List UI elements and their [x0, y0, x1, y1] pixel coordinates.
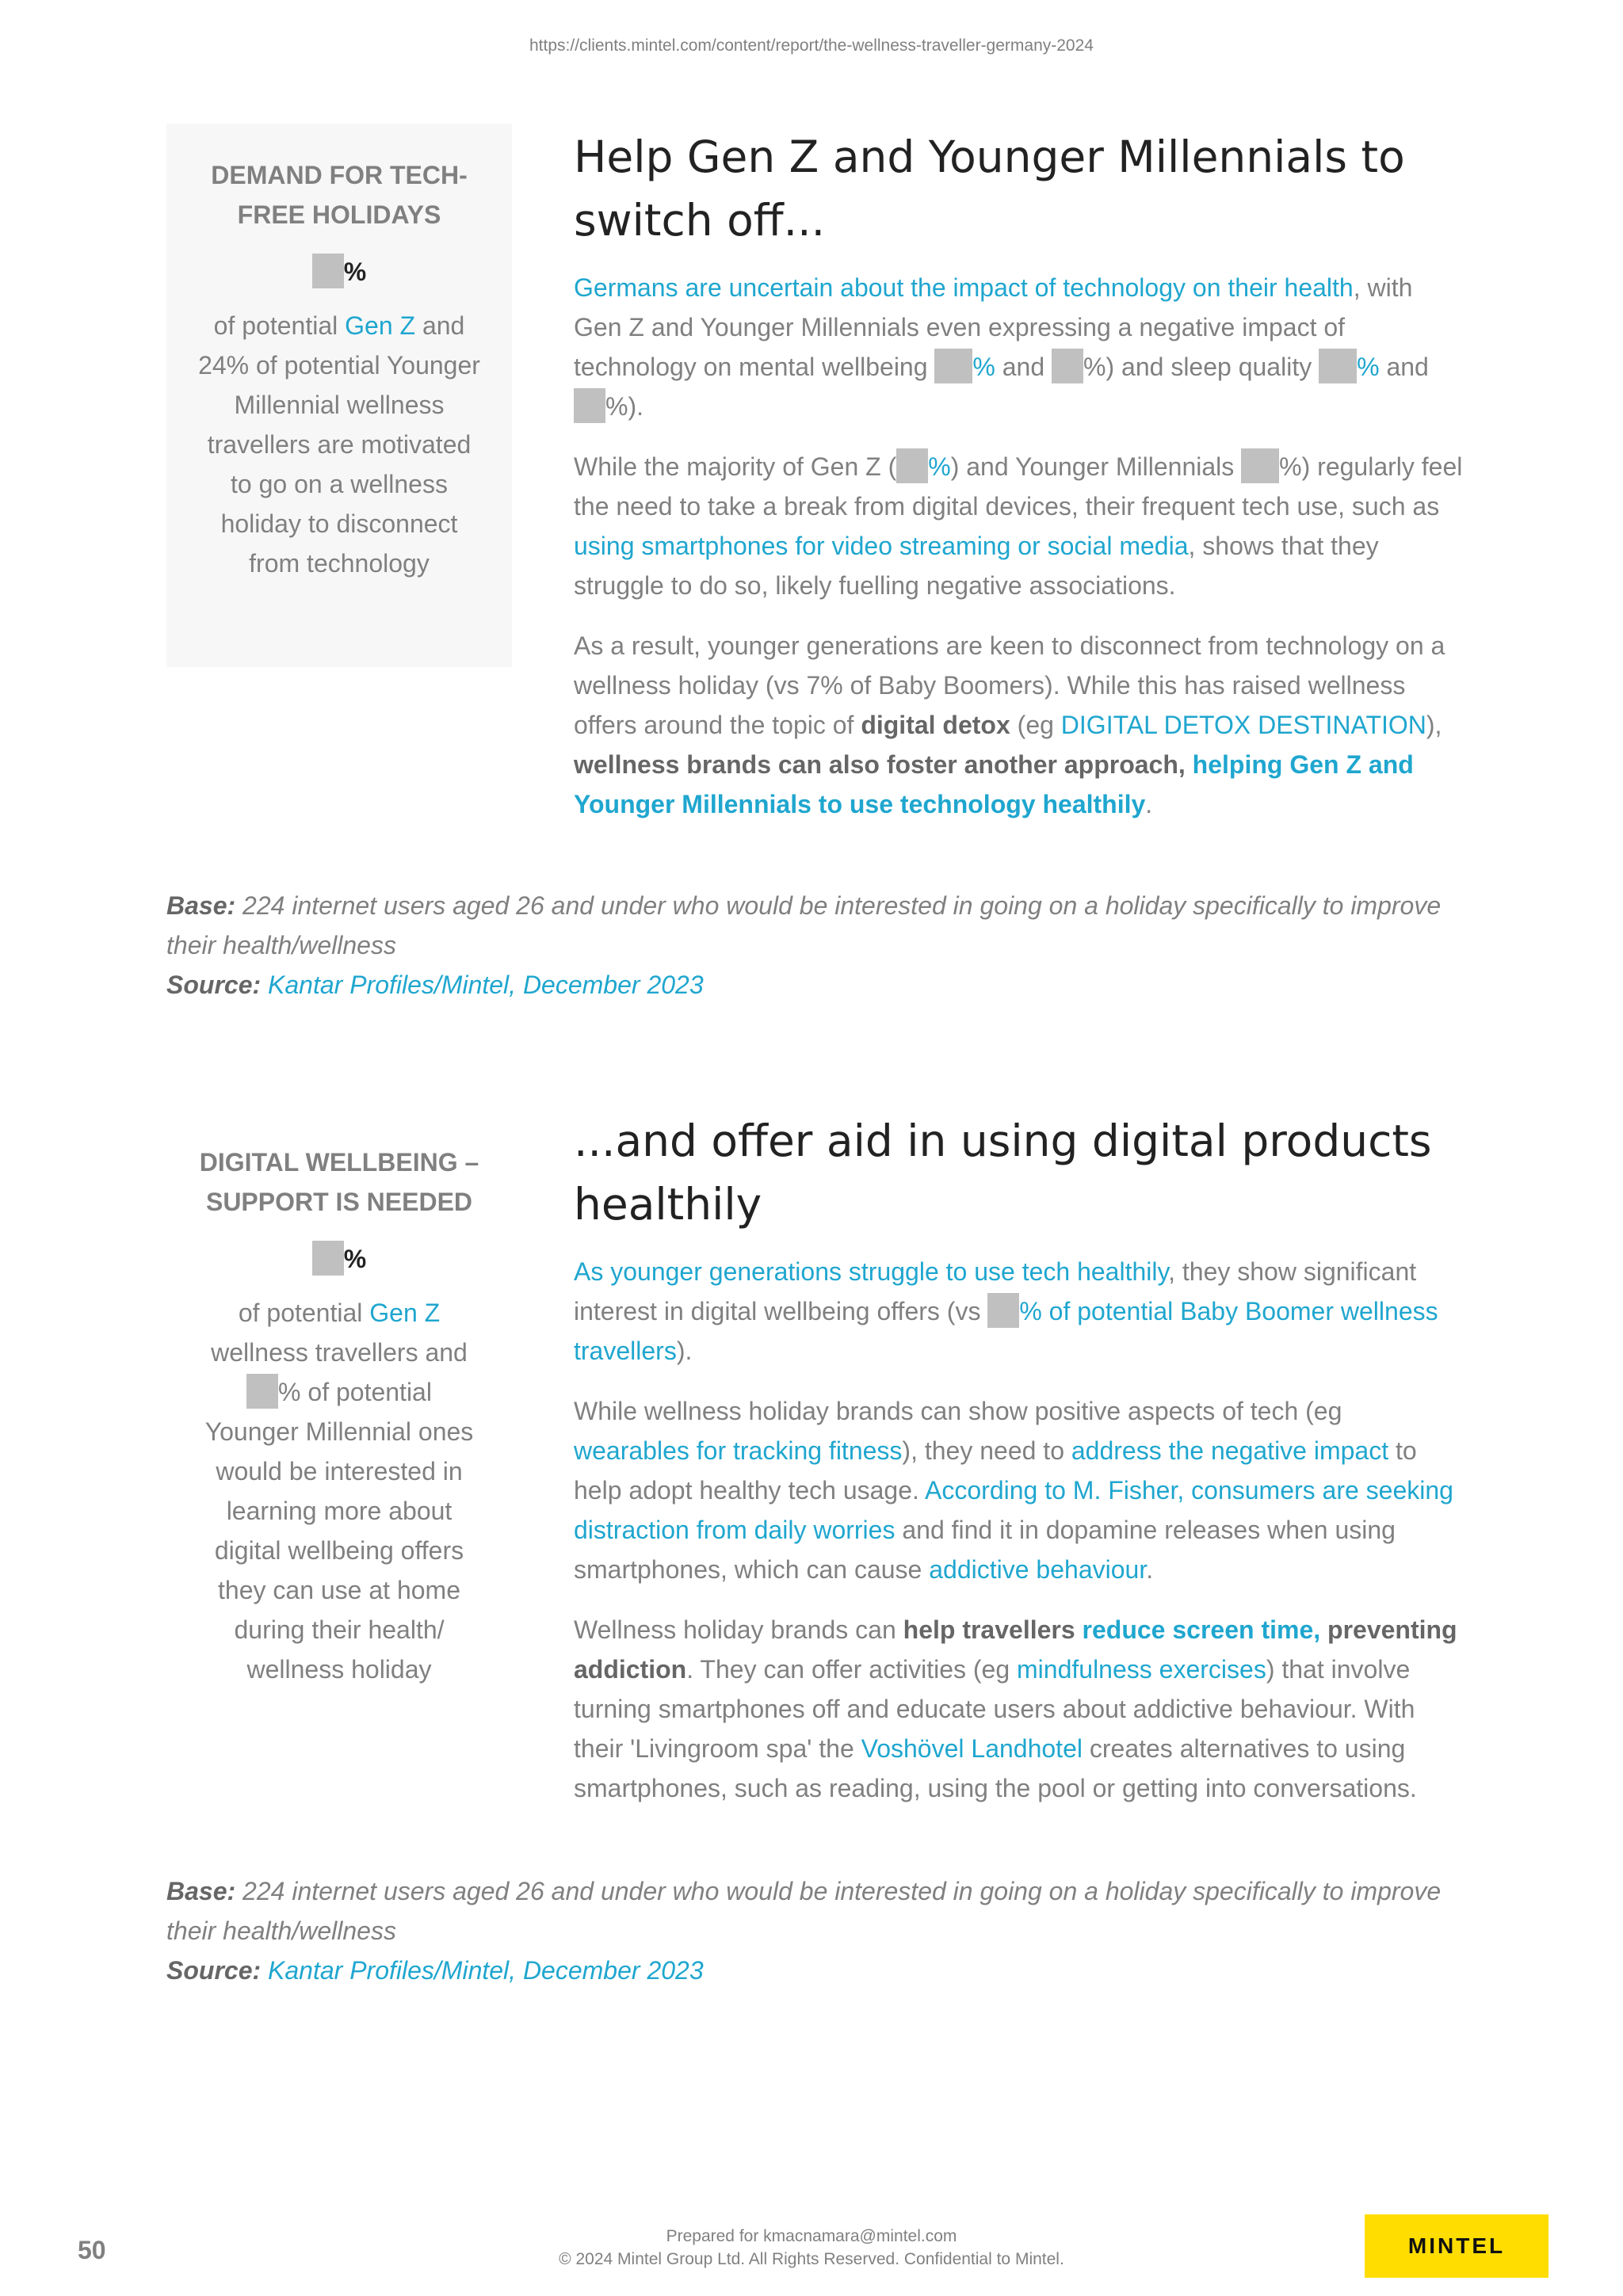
footer-text: Prepared for kmacnamara@mintel.com © 2024 Mintel Group Ltd. All Rights Reserved. Confidential to Mintel.	[559, 2227, 1064, 2268]
page-url: https://clients.mintel.com/content/report/the-wellness-traveller-germany-2024	[529, 36, 1094, 55]
link[interactable]: addictive behaviour	[929, 1555, 1147, 1584]
base-source-note: Base: 224 internet users aged 26 and under who would be interested in going on a holiday specifically to improve their health/wellness Source: Kantar Profiles/Mintel, December 2023	[166, 891, 1442, 999]
link[interactable]: DIGITAL DETOX DESTINATION	[1060, 711, 1426, 739]
page-number: 50	[78, 2236, 106, 2264]
stat-box-title: DEMAND FOR TECH-FREE HOLIDAYS	[211, 161, 468, 229]
paragraph: As a result, younger generations are keen to disconnect from technology on a wellness holiday (vs 7% of Baby Boomers). While this has raised wellness offers around the topic of digital detox (eg DIGITAL DETOX DESTINATION), wellness brands can also foster another approach, helping Gen Z and Younger Millennials to use technology healthily.	[574, 631, 1445, 818]
section-2-heading: ...and offer aid in using digital products healthily	[574, 1116, 1432, 1230]
link[interactable]: helping Gen Z and Younger Millennials to use technology healthily	[574, 750, 1414, 818]
stat-description: of potential Gen Z and 24% of potential Younger Millennial wellness travellers are motivated to go on a wellness holiday to disconnect from technology	[198, 311, 480, 578]
section-1-heading: Help Gen Z and Younger Millennials to switch off...	[574, 132, 1405, 246]
mintel-logo: MINTEL	[1365, 2214, 1549, 2278]
paragraph: Wellness holiday brands can help travellers reduce screen time, preventing addiction. They can offer activities (eg mindfulness exercises) that involve turning smartphones off and educate users about addictive behaviour. With their 'Livingroom spa' the Voshövel Landhotel creates alternatives to using smartphones, such as reading, using the pool or getting into conversations.	[574, 1615, 1457, 1802]
redacted-value	[574, 388, 605, 423]
stat-value: %	[198, 252, 480, 292]
redacted-value	[1319, 349, 1357, 383]
link[interactable]: According to M. Fisher, consumers are seeking distraction from daily worries	[574, 1476, 1453, 1544]
stat-box-title: DIGITAL WELLBEING – SUPPORT IS NEEDED	[199, 1148, 479, 1216]
stat-box-digital-wellbeing	[166, 1135, 512, 1689]
link[interactable]: Voshövel Landhotel	[861, 1734, 1083, 1763]
redacted-value	[312, 254, 344, 288]
stat-box-tech-free	[166, 124, 512, 667]
link[interactable]: reduce screen time,	[1082, 1615, 1321, 1644]
stat-description: of potential Gen Z wellness travellers and % of potential Younger Millennial ones would be interested in learning more about digital wellbeing offers they can use at home during their health/ wellness holiday	[204, 1299, 474, 1684]
redacted-value	[934, 349, 972, 383]
redacted-value	[896, 448, 928, 483]
link[interactable]: As younger generations struggle to use tech healthily	[574, 1257, 1169, 1286]
redacted-value	[1241, 448, 1279, 483]
paragraph: As younger generations struggle to use tech healthily, they show significant interest in digital wellbeing offers (vs % of potential Baby Boomer wellness travellers).	[574, 1257, 1438, 1365]
source-link[interactable]: Kantar Profiles/Mintel, December 2023	[268, 1956, 704, 1985]
stat-value: %	[198, 1239, 480, 1279]
gen-z-link[interactable]: Gen Z	[345, 311, 416, 340]
base-source-note: Base: 224 internet users aged 26 and under who would be interested in going on a holiday specifically to improve their health/wellness Source: Kantar Profiles/Mintel, December 2023	[166, 1877, 1442, 1985]
paragraph: While wellness holiday brands can show positive aspects of tech (eg wearables for tracking fitness), they need to address the negative impact to help adopt healthy tech usage. According to M. Fisher, consumers are seeking distraction from daily worries and find it in dopamine releases when using smartphones, which can cause addictive behaviour.	[574, 1397, 1453, 1584]
section-1-body	[574, 125, 1463, 845]
redacted-value	[987, 1293, 1019, 1328]
link[interactable]: wearables for tracking fitness	[574, 1436, 903, 1465]
gen-z-link[interactable]: Gen Z	[369, 1299, 441, 1327]
redacted-value	[246, 1374, 278, 1409]
paragraph: While the majority of Gen Z ( %) and Younger Millennials %) regularly feel the need to take a break from digital devices, their frequent tech use, such as using smartphones for video streaming or social media, shows that they struggle to do so, likely fuelling negative associations.	[574, 447, 1463, 605]
link[interactable]: % of potential Baby Boomer wellness travellers	[574, 1297, 1438, 1365]
link[interactable]: Germans are uncertain about the impact of technology on their health	[574, 273, 1354, 302]
redacted-value	[312, 1241, 344, 1276]
source-link[interactable]: Kantar Profiles/Mintel, December 2023	[268, 971, 704, 999]
link[interactable]: mindfulness exercises	[1017, 1655, 1266, 1684]
redacted-value	[1052, 349, 1083, 383]
link[interactable]: address the negative impact	[1071, 1436, 1389, 1465]
link[interactable]: using smartphones for video streaming or social media	[574, 532, 1189, 560]
section-2-body	[574, 1109, 1463, 1829]
paragraph: Germans are uncertain about the impact of technology on their health, with Gen Z and Younger Millennials even expressing a negative impact of technology on mental wellbeing % and %) and sleep quality % and %).	[574, 268, 1463, 426]
